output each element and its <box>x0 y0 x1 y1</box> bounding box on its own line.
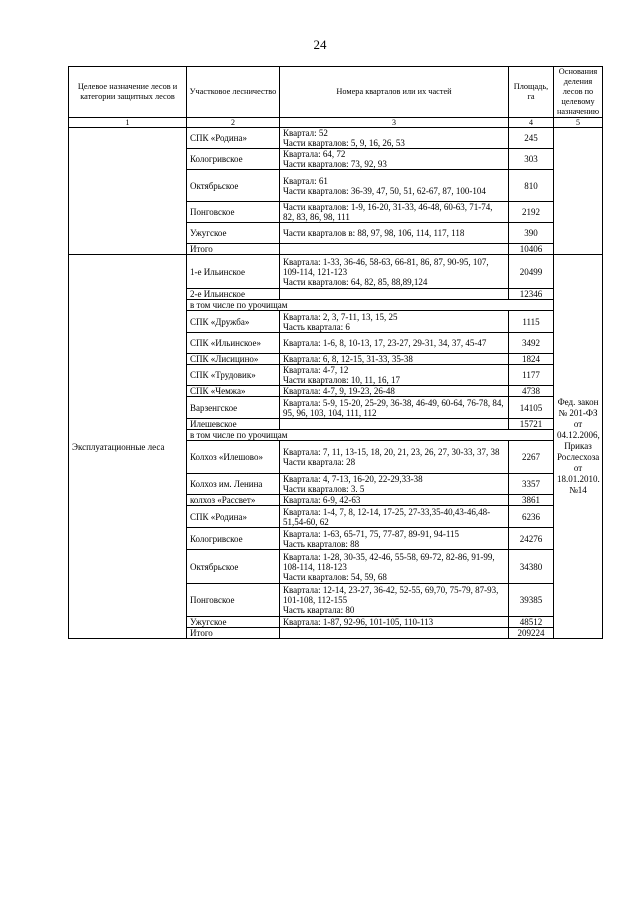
quarters-cell <box>280 419 509 430</box>
area-cell: 3861 <box>509 495 554 506</box>
district-cell: СПК «Родина» <box>187 506 280 528</box>
quarters-cell: Квартала: 64, 72 Части кварталов: 73, 92, 93 <box>280 149 509 170</box>
header-row <box>69 67 603 118</box>
district-cell: Илешевское <box>187 419 280 430</box>
area-cell: 15721 <box>509 419 554 430</box>
district-cell: Октябрьское <box>187 550 280 584</box>
area-cell: 10406 <box>509 244 554 255</box>
district-cell: Итого <box>187 628 280 639</box>
area-cell: 12346 <box>509 289 554 300</box>
table-row <box>69 255 603 289</box>
quarters-cell <box>280 628 509 639</box>
district-cell: Итого <box>187 244 280 255</box>
quarters-cell <box>280 289 509 300</box>
area-cell: 1115 <box>509 311 554 333</box>
quarters-cell: Квартала: 5-9, 15-20, 25-29, 36-38, 46-49, 60-64, 76-78, 84, 95, 96, 103, 104, 111, 112 <box>280 397 509 419</box>
quarters-cell: Квартала: 1-63, 65-71, 75, 77-87, 89-91, 94-115 Часть кварталов: 88 <box>280 528 509 550</box>
table-body <box>69 118 603 639</box>
forest-division-table <box>68 66 603 639</box>
quarters-cell: Квартала: 4-7, 12 Части кварталов: 10, 11, 16, 17 <box>280 365 509 386</box>
area-cell: 2267 <box>509 441 554 474</box>
quarters-cell: Квартал: 61 Части кварталов: 36-39, 47, 50, 51, 62-67, 87, 100-104 <box>280 170 509 202</box>
table-row <box>69 128 603 149</box>
district-cell: СПК «Трудовик» <box>187 365 280 386</box>
area-cell: 24276 <box>509 528 554 550</box>
category-cell <box>69 128 187 255</box>
basis-cell <box>554 128 603 255</box>
quarters-cell: Квартал: 52 Части кварталов: 5, 9, 16, 26, 53 <box>280 128 509 149</box>
quarters-cell: Квартала: 1-33, 36-46, 58-63, 66-81, 86, 87, 90-95, 107, 109-114, 121-123 Части кварталов: 64, 82, 85, 88,89,124 <box>280 255 509 289</box>
quarters-cell: Квартала: 7, 11, 13-15, 18, 20, 21, 23, 26, 27, 30-33, 37, 38 Части квартала: 28 <box>280 441 509 474</box>
area-cell: 390 <box>509 223 554 244</box>
district-cell: Ужугское <box>187 223 280 244</box>
quarters-cell: Квартала: 1-87, 92-96, 101-105, 110-113 <box>280 617 509 628</box>
header-quarters: Номера кварталов или их частей <box>280 67 509 118</box>
district-cell: Варзенгское <box>187 397 280 419</box>
quarters-cell: Квартала: 1-6, 8, 10-13, 17, 23-27, 29-31, 34, 37, 45-47 <box>280 333 509 354</box>
district-cell: СПК «Лисицино» <box>187 354 280 365</box>
district-cell: Колхоз им. Ленина <box>187 474 280 495</box>
quarters-cell: Квартала: 1-28, 30-35, 42-46, 55-58, 69-72, 82-86, 91-99, 108-114, 118-123 Части кварталов: 54, 59, 68 <box>280 550 509 584</box>
district-cell: Кологривское <box>187 149 280 170</box>
page-number: 24 <box>313 37 327 52</box>
header-district: Участковое лесничество <box>187 67 280 118</box>
category-cell: Эксплуатационные леса <box>69 255 187 639</box>
district-cell: Колхоз «Илешово» <box>187 441 280 474</box>
district-cell: Кологривское <box>187 528 280 550</box>
header-basis: Основания деления лесов по целевому назначению <box>554 67 603 118</box>
area-cell: 245 <box>509 128 554 149</box>
district-cell: Понговское <box>187 584 280 617</box>
subheading-cell: в том числе по урочищам <box>187 300 554 311</box>
area-cell: 2192 <box>509 202 554 223</box>
area-cell: 39385 <box>509 584 554 617</box>
area-cell: 810 <box>509 170 554 202</box>
district-cell: СПК «Ильинское» <box>187 333 280 354</box>
area-cell: 1177 <box>509 365 554 386</box>
area-cell: 48512 <box>509 617 554 628</box>
quarters-cell: Квартала: 4-7, 9, 19-23, 26-48 <box>280 386 509 397</box>
area-cell: 6236 <box>509 506 554 528</box>
area-cell: 3357 <box>509 474 554 495</box>
district-cell: Ужугское <box>187 617 280 628</box>
quarters-cell: Квартала: 6, 8, 12-15, 31-33, 35-38 <box>280 354 509 365</box>
quarters-cell: Части кварталов: 1-9, 16-20, 31-33, 46-48, 60-63, 71-74, 82, 83, 86, 98, 111 <box>280 202 509 223</box>
area-cell: 303 <box>509 149 554 170</box>
area-cell: 14105 <box>509 397 554 419</box>
column-number: 5 <box>554 118 603 128</box>
district-cell: 1-е Ильинское <box>187 255 280 289</box>
column-number: 3 <box>280 118 509 128</box>
area-cell: 1824 <box>509 354 554 365</box>
header-category: Целевое назначение лесов и категории защитных лесов <box>69 67 187 118</box>
column-number: 1 <box>69 118 187 128</box>
quarters-cell: Квартала: 4, 7-13, 16-20, 22-29,33-38 Части кварталов: 3. 5 <box>280 474 509 495</box>
quarters-cell: Части кварталов в: 88, 97, 98, 106, 114, 117, 118 <box>280 223 509 244</box>
district-cell: 2-е Ильинское <box>187 289 280 300</box>
area-cell: 3492 <box>509 333 554 354</box>
district-cell: СПК «Родина» <box>187 128 280 149</box>
district-cell: Понговское <box>187 202 280 223</box>
area-cell: 209224 <box>509 628 554 639</box>
area-cell: 20499 <box>509 255 554 289</box>
subheading-cell: в том числе по урочищам <box>187 430 554 441</box>
basis-cell: Фед. закон № 201-ФЗ от 04.12.2006, Приказ Рослесхоза от 18.01.2010. №14 <box>554 255 603 639</box>
quarters-cell <box>280 244 509 255</box>
district-cell: СПК «Чемжа» <box>187 386 280 397</box>
column-number-row <box>69 118 603 128</box>
quarters-cell: Квартала: 12-14, 23-27, 36-42, 52-55, 69,70, 75-79, 87-93, 101-108, 112-155 Часть квартала: 80 <box>280 584 509 617</box>
quarters-cell: Квартала: 2, 3, 7-11, 13, 15, 25 Часть квартала: 6 <box>280 311 509 333</box>
column-number: 2 <box>187 118 280 128</box>
quarters-cell: Квартала: 1-4, 7, 8, 12-14, 17-25, 27-33,35-40,43-46,48-51,54-60, 62 <box>280 506 509 528</box>
area-cell: 4738 <box>509 386 554 397</box>
header-area: Площадь, га <box>509 67 554 118</box>
quarters-cell: Квартала: 6-9, 42-63 <box>280 495 509 506</box>
district-cell: СПК «Дружба» <box>187 311 280 333</box>
district-cell: Октябрьское <box>187 170 280 202</box>
area-cell: 34380 <box>509 550 554 584</box>
district-cell: колхоз «Рассвет» <box>187 495 280 506</box>
column-number: 4 <box>509 118 554 128</box>
